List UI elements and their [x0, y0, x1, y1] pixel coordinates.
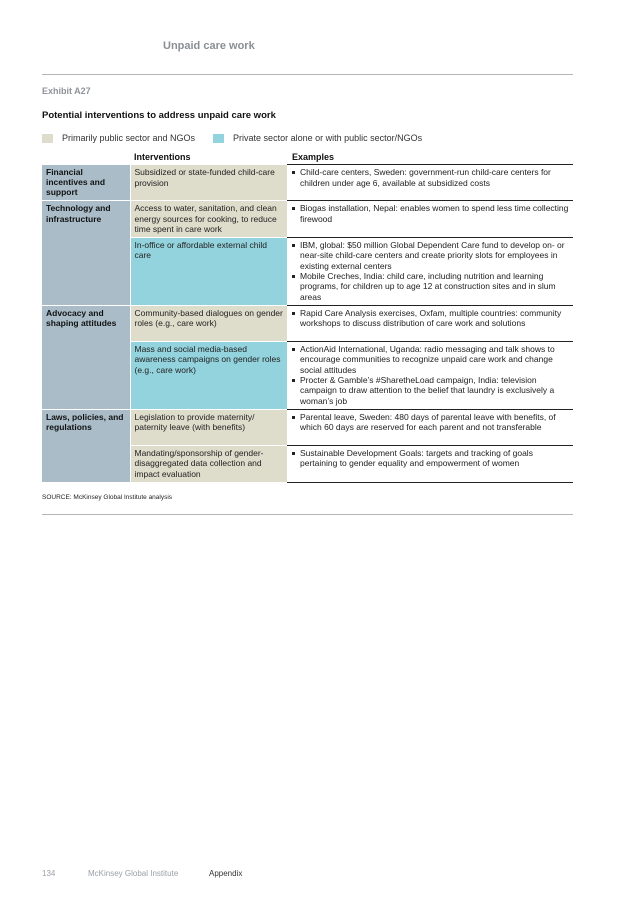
legend [42, 133, 440, 143]
example-item: ActionAid International, Uganda: radio messaging and talk shows to encourage communities to recognize unpaid care work and change social attitudes [291, 344, 569, 375]
intervention-cell: Community-based dialogues on gender roles (e.g., care work) [130, 306, 287, 342]
examples-cell [287, 165, 573, 201]
table-row [42, 165, 573, 201]
intervention-cell: Mandating/sponsorship of gender-disaggregated data collection and impact evaluation [130, 445, 287, 482]
intervention-cell: Subsidized or state-funded child-care provision [130, 165, 287, 201]
examples-cell [287, 342, 573, 410]
section-title: Unpaid care work [163, 40, 255, 52]
example-item: IBM, global: $50 million Global Dependent Care fund to develop on- or near-site child-care centers and create priority slots for employees in existing external centers [291, 240, 569, 271]
intervention-cell: Legislation to provide maternity/ paternity leave (with benefits) [130, 409, 287, 445]
header-interventions: Interventions [130, 152, 287, 165]
example-item: Biogas installation, Nepal: enables women to spend less time collecting firewood [291, 203, 569, 224]
example-item: Rapid Care Analysis exercises, Oxfam, multiple countries: community workshops to discuss distribution of care work and solutions [291, 308, 569, 329]
table-header-row [42, 152, 573, 165]
example-item: Child-care centers, Sweden: government-run child-care centers for children under age 6, available at subsidized costs [291, 167, 569, 188]
examples-cell [287, 409, 573, 445]
top-divider [42, 74, 573, 75]
intervention-cell: Mass and social media-based awareness campaigns on gender roles (e.g., care work) [130, 342, 287, 410]
page-number: 134 [42, 869, 56, 878]
examples-cell [287, 445, 573, 482]
example-item: Parental leave, Sweden: 480 days of parental leave with benefits, of which 60 days are reserved for each parent and not transferable [291, 412, 569, 433]
intervention-cell: Access to water, sanitation, and clean energy sources for cooking, to reduce time spent in care work [130, 201, 287, 238]
category-cell: Laws, policies, and regulations [42, 409, 130, 482]
footer-publisher: McKinsey Global Institute [88, 869, 179, 878]
example-item: Sustainable Development Goals: targets and tracking of goals pertaining to gender equality and empowerment of women [291, 448, 569, 469]
example-item: Mobile Creches, India: child care, including nutrition and learning programs, for children up to age 12 at construction sites and in slum areas [291, 271, 569, 302]
examples-cell [287, 201, 573, 238]
examples-cell [287, 238, 573, 306]
legend-label-public: Primarily public sector and NGOs [62, 133, 196, 143]
category-cell: Advocacy and shaping attitudes [42, 306, 130, 410]
intervention-cell: In-office or affordable external child care [130, 238, 287, 306]
source-note: SOURCE: McKinsey Global Institute analysis [42, 494, 173, 501]
header-category [42, 152, 130, 165]
bottom-divider [42, 514, 573, 515]
legend-swatch-public [42, 134, 53, 143]
examples-cell [287, 306, 573, 342]
category-cell: Technology and infrastructure [42, 201, 130, 306]
table-row [42, 201, 573, 238]
footer-section: Appendix [209, 869, 243, 878]
interventions-table [42, 152, 573, 483]
header-examples: Examples [287, 152, 573, 165]
legend-label-private: Private sector alone or with public sector/NGOs [233, 133, 423, 143]
legend-swatch-private [213, 134, 224, 143]
exhibit-title: Potential interventions to address unpaid care work [42, 110, 276, 121]
example-item: Procter & Gamble’s #SharetheLoad campaign, India: television campaign to draw attention to the belief that laundry is exclusively a woman’s job [291, 375, 569, 406]
category-cell: Financial incentives and support [42, 165, 130, 201]
table-row [42, 306, 573, 342]
exhibit-label: Exhibit A27 [42, 86, 91, 96]
table-row [42, 409, 573, 445]
